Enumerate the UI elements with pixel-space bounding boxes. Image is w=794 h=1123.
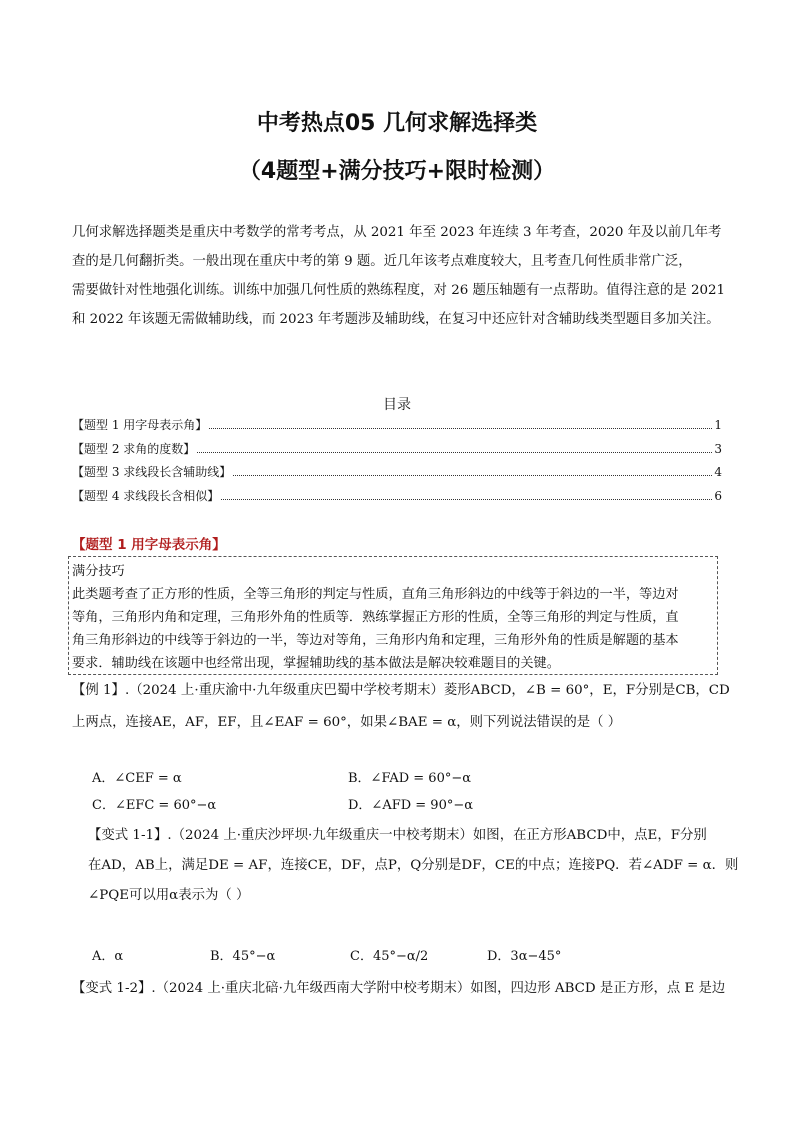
toc-leader bbox=[197, 443, 712, 453]
toc-item-label: 【题型 2 求角的度数】 bbox=[72, 442, 196, 456]
intro-line: 和 2022 年该题无需做辅助线，而 2023 年考题涉及辅助线，在复习中还应针对含辅助线类型题目多加关注。 bbox=[72, 312, 720, 327]
tips-line: 此类题考查了正方形的性质，全等三角形的判定与性质，直角三角形斜边的中线等于斜边的一半，等边对 bbox=[72, 587, 679, 602]
variant2-line: 【变式 1-2】.（2024 上·重庆北碚·九年级西南大学附中校考期末）如图，四边形 ABCD 是正方形，点 E 是边 bbox=[72, 981, 726, 996]
toc-leader bbox=[209, 419, 712, 429]
intro-line: 几何求解选择题类是重庆中考数学的常考考点，从 2021 年至 2023 年连续 3 年考查，2020 年及以前几年考 bbox=[72, 225, 722, 240]
option-a: A．α bbox=[92, 949, 124, 964]
toc-item-label: 【题型 3 求线段长含辅助线】 bbox=[72, 465, 232, 479]
toc-leader bbox=[221, 490, 712, 500]
toc-item-label: 【题型 4 求线段长含相似】 bbox=[72, 489, 220, 503]
variant1-line: ∠PQE可以用α表示为（ ） bbox=[88, 888, 250, 903]
intro-paragraph bbox=[72, 218, 726, 334]
page-title: 中考热点05 几何求解选择类 bbox=[256, 111, 538, 136]
toc-item-page: 6 bbox=[714, 489, 722, 503]
toc-item-label: 【题型 1 用字母表示角】 bbox=[72, 418, 208, 432]
toc-item-page: 4 bbox=[714, 465, 722, 479]
tips-line: 角三角形斜边的中线等于斜边的一半，等边对等角，三角形内角和定理，三角形外角的性质是解题的基本 bbox=[72, 633, 679, 648]
intro-line: 查的是几何翻折类。一般出现在重庆中考的第 9 题。近几年该考点难度较大，且考查几何性质非常广泛， bbox=[72, 254, 692, 269]
toc-leader bbox=[233, 466, 712, 476]
option-a: A．∠CEF = α bbox=[92, 771, 182, 786]
variant1-line: 在AD，AB上，满足DE = AF，连接CE，DF，点P，Q分别是DF，CE的中点；连接PQ．若∠ADF = α．则 bbox=[88, 858, 739, 873]
toc-item-page: 3 bbox=[714, 442, 722, 456]
toc-title: 目录 bbox=[383, 397, 411, 413]
tips-title: 满分技巧 bbox=[72, 564, 125, 579]
option-c: C．∠EFC = 60°−α bbox=[92, 798, 217, 813]
toc-item[interactable] bbox=[72, 416, 722, 433]
tips-line: 要求．辅助线在该题中也经常出现，掌握辅助线的基本做法是解决较难题目的关键。 bbox=[72, 656, 560, 671]
example1-line: 上两点，连接AE，AF，EF，且∠EAF = 60°，如果∠BAE = α，则下列说法错误的是（ ） bbox=[72, 715, 622, 730]
toc-item-page: 1 bbox=[714, 418, 722, 432]
option-c: C．45°−α/2 bbox=[350, 949, 429, 964]
intro-line: 需要做针对性地强化训练。训练中加强几何性质的熟练程度，对 26 题压轴题有一点帮助。值得注意的是 2021 bbox=[72, 283, 726, 298]
tips-text bbox=[72, 560, 679, 675]
example1-line: 【例 1】.（2024 上·重庆渝中·九年级重庆巴蜀中学校考期末）菱形ABCD，∠B = 60°，E，F分别是CB，CD bbox=[72, 683, 730, 698]
option-b: B．∠FAD = 60°−α bbox=[348, 771, 472, 786]
option-b: B．45°−α bbox=[210, 949, 276, 964]
toc-item[interactable] bbox=[72, 440, 722, 457]
toc-item[interactable] bbox=[72, 487, 722, 504]
option-d: D．3α−45° bbox=[487, 949, 562, 964]
option-d: D．∠AFD = 90°−α bbox=[348, 798, 474, 813]
page-subtitle: （4题型+满分技巧+限时检测） bbox=[238, 159, 556, 184]
tips-line: 等角，三角形内角和定理，三角形外角的性质等．熟练掌握正方形的性质，全等三角形的判定与性质，直 bbox=[72, 610, 679, 625]
variant1-line: 【变式 1-1】.（2024 上·重庆沙坪坝·九年级重庆一中校考期末）如图，在正方形ABCD中，点E，F分别 bbox=[88, 828, 707, 843]
section-heading: 【题型 1 用字母表示角】 bbox=[72, 537, 226, 553]
toc-item[interactable] bbox=[72, 463, 722, 480]
